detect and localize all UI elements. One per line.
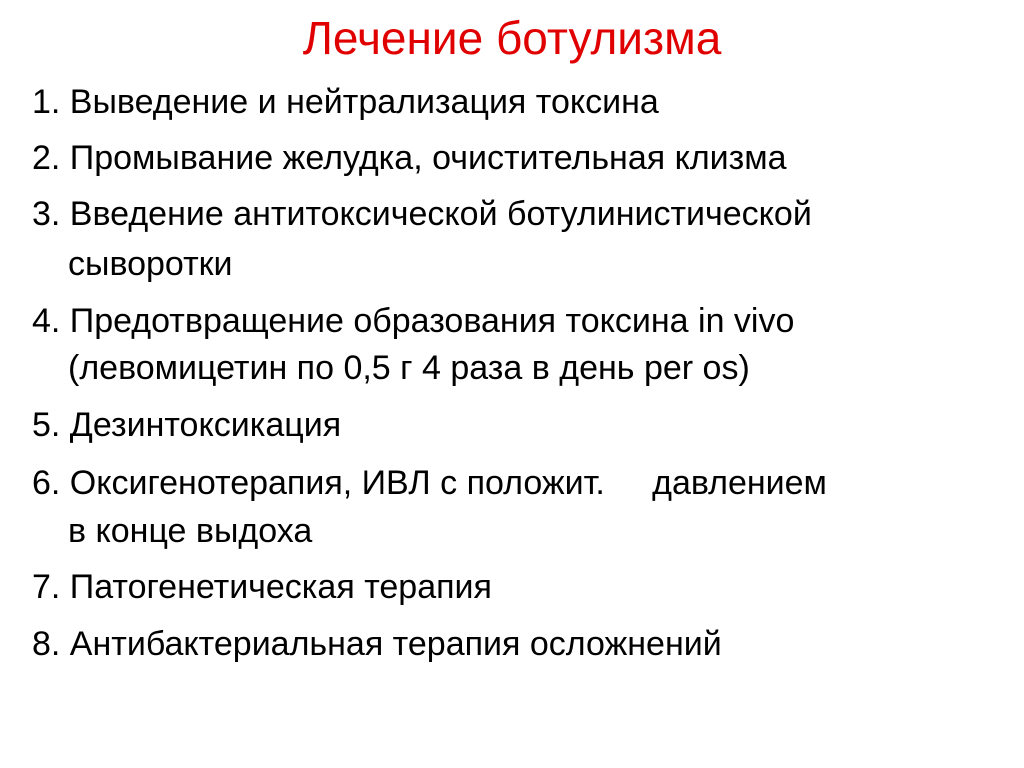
list-item-4-continuation: (левомицетин по 0,5 г 4 раза в день per os) [68, 349, 750, 387]
list-item-5: 5. Дезинтоксикация [32, 406, 342, 444]
list-item-4: 4. Предотвращение образования токсина in vivo [32, 302, 795, 340]
list-item-3-continuation: сыворотки [68, 245, 233, 283]
list-item-6-continuation: в конце выдоха [68, 512, 313, 550]
slide-title: Лечение ботулизма [302, 12, 722, 64]
list-item-1: 1. Выведение и нейтрализация токсина [32, 83, 659, 121]
list-item-6: 6. Оксигенотерапия, ИВЛ с положит. давлением [32, 464, 827, 502]
list-item-7: 7. Патогенетическая терапия [32, 568, 492, 606]
list-item-2: 2. Промывание желудка, очистительная клизма [32, 139, 787, 177]
list-item-3: 3. Введение антитоксической ботулинистической [32, 195, 812, 233]
list-item-8: 8. Антибактериальная терапия осложнений [32, 625, 722, 663]
